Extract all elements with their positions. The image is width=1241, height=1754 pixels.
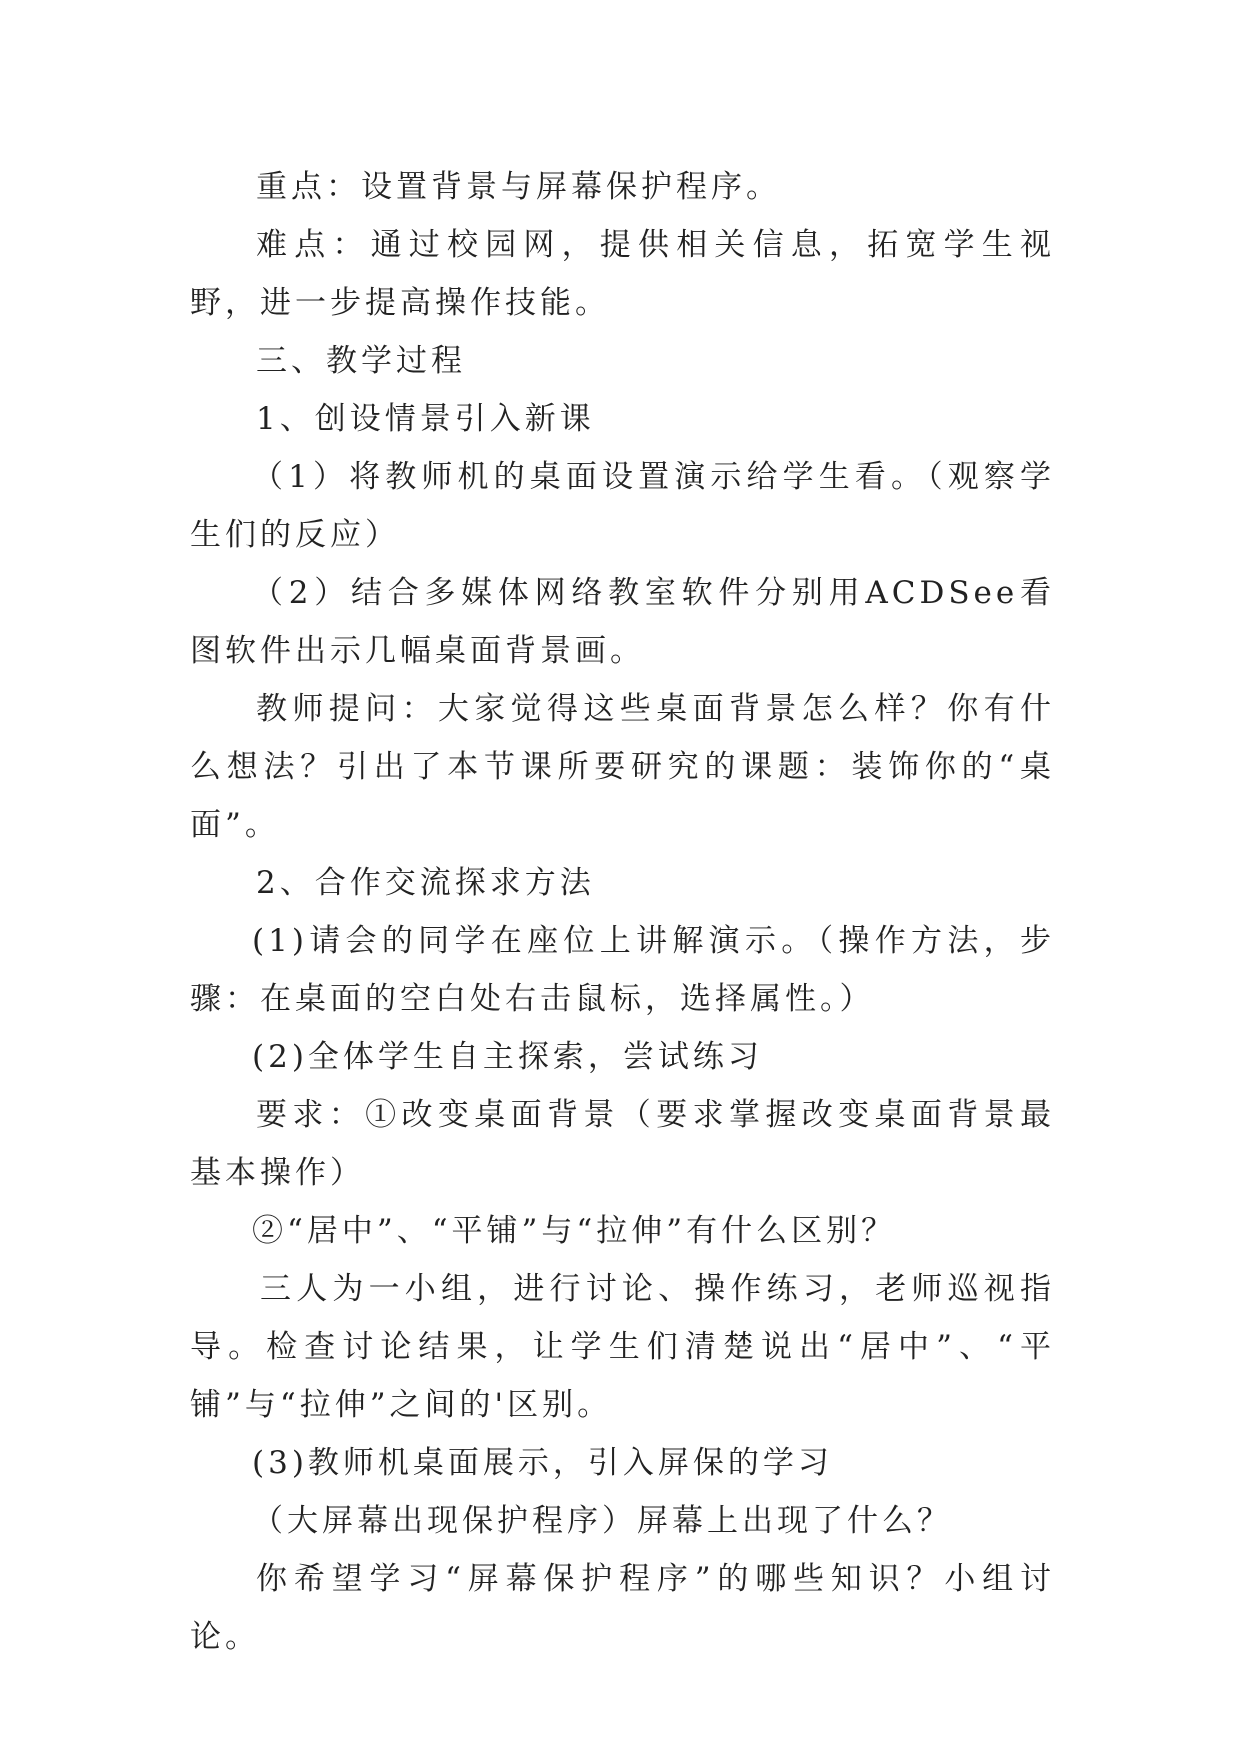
paragraph-teacher-question: 教师提问：大家觉得这些桌面背景怎么样？你有什么想法？引出了本节课所要研究的课题：装饰你的“桌面”。 xyxy=(190,691,1055,843)
paragraph-step-2-1: (1)请会的同学在座位上讲解演示。（操作方法，步骤：在桌面的空白处右击鼠标，选择属性。） xyxy=(190,923,1055,1017)
paragraph-step-1-1: （1）将教师机的桌面设置演示给学生看。（观察学生们的反应） xyxy=(190,459,1055,553)
paragraph-difficulty: 难点：通过校园网，提供相关信息，拓宽学生视野，进一步提高操作技能。 xyxy=(190,227,1055,321)
paragraph-screensaver-question: 你希望学习“屏幕保护程序”的哪些知识？小组讨论。 xyxy=(190,1561,1055,1655)
paragraph-screensaver-show: （大屏幕出现保护程序）屏幕上出现了什么？ xyxy=(252,1503,952,1539)
paragraph-requirement-2: ②“居中”、“平铺”与“拉伸”有什么区别？ xyxy=(252,1213,897,1249)
paragraph-requirement-1: 要求：①改变桌面背景（要求掌握改变桌面背景最基本操作） xyxy=(190,1097,1055,1191)
paragraph-key-point: 重点：设置背景与屏幕保护程序。 xyxy=(256,169,781,205)
paragraph-step-1-2: （2）结合多媒体网络教室软件分别用ACDSee看图软件出示几幅桌面背景画。 xyxy=(190,575,1055,669)
paragraph-group-discussion: 三人为一小组，进行讨论、操作练习，老师巡视指导。检查讨论结果，让学生们清楚说出“居中”、“平铺”与“拉伸”之间的'区别。 xyxy=(190,1271,1055,1423)
paragraph-step-2-3: (3)教师机桌面展示，引入屏保的学习 xyxy=(252,1445,833,1481)
document-page xyxy=(190,158,1055,1666)
section-heading-teaching-process: 三、教学过程 xyxy=(256,343,466,379)
step-heading-1: 1、创设情景引入新课 xyxy=(256,401,595,437)
paragraph-step-2-2: (2)全体学生自主探索，尝试练习 xyxy=(252,1039,763,1075)
step-heading-2: 2、合作交流探求方法 xyxy=(256,865,595,901)
